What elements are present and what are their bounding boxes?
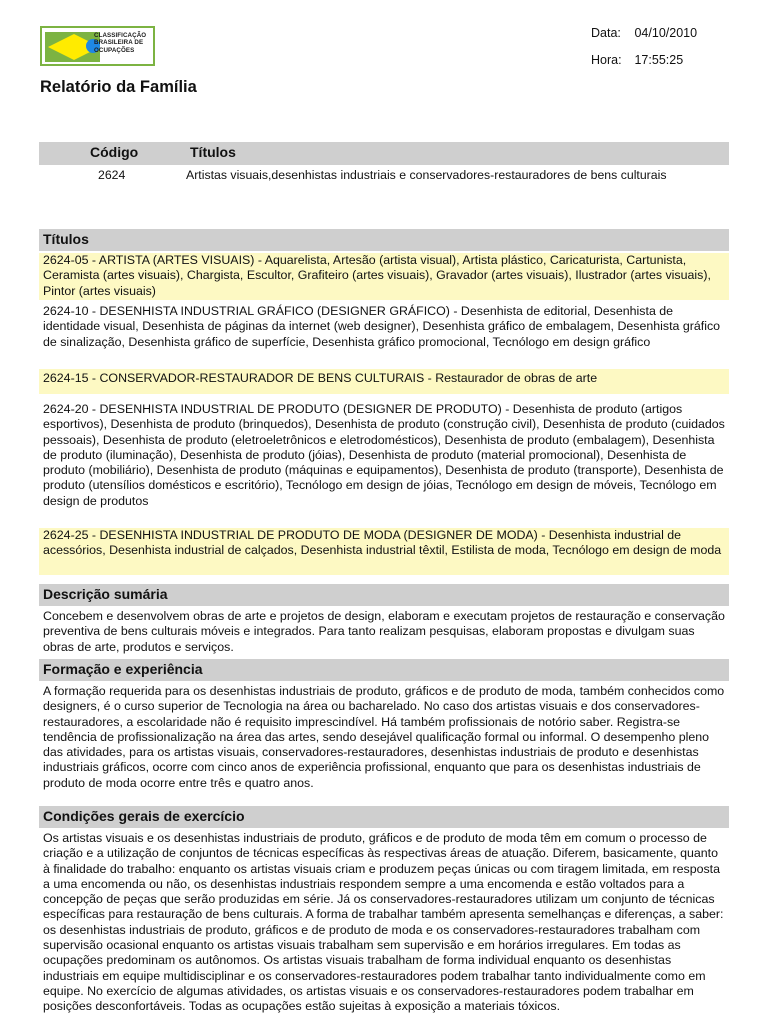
time-label: Hora: xyxy=(591,53,622,67)
logo-line: BRASILEIRA DE xyxy=(94,39,144,47)
descricao-text: Concebem e desenvolvem obras de arte e projetos de design, elaboram e executam projetos de restauração e conservação preventiva de bens culturais móveis e integrados. Para tanto realizam pesquisas, elaboram propostas e divulgam suas obras de arte, produtos e serviços. xyxy=(43,609,725,654)
formacao-text: A formação requerida para os desenhistas industriais de produto, gráficos e de produto de moda, também conhecidos como designers, é o curso superior de Tecnologia na área ou bacharelado. No caso dos artistas visuais e dos conservadores-restauradores, a escolaridade não é requisito imprescindível. Há também profissionais de notório saber. Registra-se tendência de profissionalização na área das artes, sendo desejável qualificação formal ou informal. O desempenho pleno das atividades, para os artistas visuais, conservadores-restauradores, desenhistas industriais de produto e desenhistas industriais gráficos, ocorre com cinco anos de experiência profissional, enquanto que para os desenhistas industriais de produto de moda ocorre entre três e quatro anos. xyxy=(43,684,725,790)
date-line xyxy=(591,26,697,40)
title-entry: 2624-25 - DESENHISTA INDUSTRIAL DE PRODUTO DE MODA (DESIGNER DE MODA) - Desenhista industrial de acessórios, Desenhista industrial de calçados, Desenhista industrial têxtil, Estilista de moda, Tecnólogo em design de moda xyxy=(39,528,729,575)
time-value: 17:55:25 xyxy=(634,53,684,67)
cbo-logo xyxy=(40,26,158,68)
section-header-titulos: Títulos xyxy=(39,229,729,251)
column-header-code: Código xyxy=(90,144,139,160)
date-value: 04/10/2010 xyxy=(634,26,698,40)
logo-wordmark xyxy=(94,32,146,54)
section-header-condicoes: Condições gerais de exercício xyxy=(39,806,729,828)
column-header-titles: Títulos xyxy=(190,144,236,160)
codes-table-header xyxy=(39,142,729,165)
page-title: Relatório da Família xyxy=(40,78,197,96)
table-row xyxy=(39,165,729,185)
table-cell-title: Artistas visuais,desenhistas industriais e conservadores-restauradores de bens culturais xyxy=(186,168,667,182)
title-entry: 2624-20 - DESENHISTA INDUSTRIAL DE PRODUTO (DESIGNER DE PRODUTO) - Desenhista de produto (artigos esportivos), Desenhista de produto (brinquedos), Desenhista de produto (construção civil), Desenhista de produto (cuidados pessoais), Desenhista de produto (eletroeletrônicos e eletrodomésticos), Desenhista de produto (embalagem), Desenhista de produto (iluminação), Desenhista de produto (jóias), Desenhista de produto (material promocional), Desenhista de produto (mobiliário), Desenhista de produto (máquinas e equipamentos), Desenhista de produto (transporte), Desenhista de produto (utensílios domésticos e escritório), Tecnólogo em design de jóias, Tecnólogo em design de móveis, Tecnólogo em design de produtos xyxy=(43,402,725,508)
title-entry: 2624-05 - ARTISTA (ARTES VISUAIS) - Aquarelista, Artesão (artista visual), Artista plástico, Caricaturista, Cartunista, Ceramista (artes visuais), Chargista, Escultor, Grafiteiro (artes visuais), Gravador (artes visuais), Ilustrador (artes visuais), Pintor (artes visuais) xyxy=(39,253,729,300)
logo-line: CLASSIFICAÇÃO xyxy=(94,32,147,39)
condicoes-text: Os artistas visuais e os desenhistas industriais de produto, gráficos e de produto de moda têm em comum o processo de criação e a utilização de conjuntos de técnicas específicas às respectivas áreas de atuação. Diferem, basicamente, quanto à finalidade do trabalho: enquanto os artistas visuais criam e produzem peças únicas ou com tiragem limitada, em resposta a uma encomenda ou não, os desenhistas industriais respondem sempre a uma encomenda e estão voltados para a concepção de peças que serão produzidas em série. Já os conservadores-restauradores utilizam um conjunto de técnicas específicas para restauração de bens culturais. A forma de trabalhar também apresenta semelhanças e diferenças, a saber: os desenhistas industriais de produto, gráficos e de produto de moda e os conservadores-restauradores trabalham com supervisão ocasional enquanto os artistas visuais trabalham sem supervisão e em horários irregulares. Em todas as ocupações predominam os autônomos. Os artistas visuais trabalham de forma individual enquanto os desenhistas industriais em equipe multidisciplinar e os conservadores-restauradores podem trabalhar tanto individualmente como em equipe. No exercício de algumas atividades, os artistas visuais e os conservadores-restauradores podem trabalhar em posições desconfortáveis. Todas as ocupações estão sujeitas à exposição a materiais tóxicos. xyxy=(43,831,724,1014)
date-label: Data: xyxy=(591,26,621,40)
codes-table xyxy=(39,142,729,185)
section-header-formacao: Formação e experiência xyxy=(39,659,729,681)
title-entry: 2624-15 - CONSERVADOR-RESTAURADOR DE BENS CULTURAIS - Restaurador de obras de arte xyxy=(39,369,729,394)
section-header-descricao: Descrição sumária xyxy=(39,584,729,606)
time-line xyxy=(591,53,683,67)
title-entry: 2624-10 - DESENHISTA INDUSTRIAL GRÁFICO (DESIGNER GRÁFICO) - Desenhista de editorial, Desenhista de identidade visual, Desenhista de páginas da internet (web designer), Desenhista gráfico de embalagem, Desenhista gráfico de sinalização, Desenhista gráfico de superfície, Desenhista gráfico promocional, Tecnólogo em design gráfico xyxy=(43,304,721,349)
logo-line: OCUPAÇÕES xyxy=(94,46,135,54)
table-cell-code: 2624 xyxy=(98,168,126,182)
